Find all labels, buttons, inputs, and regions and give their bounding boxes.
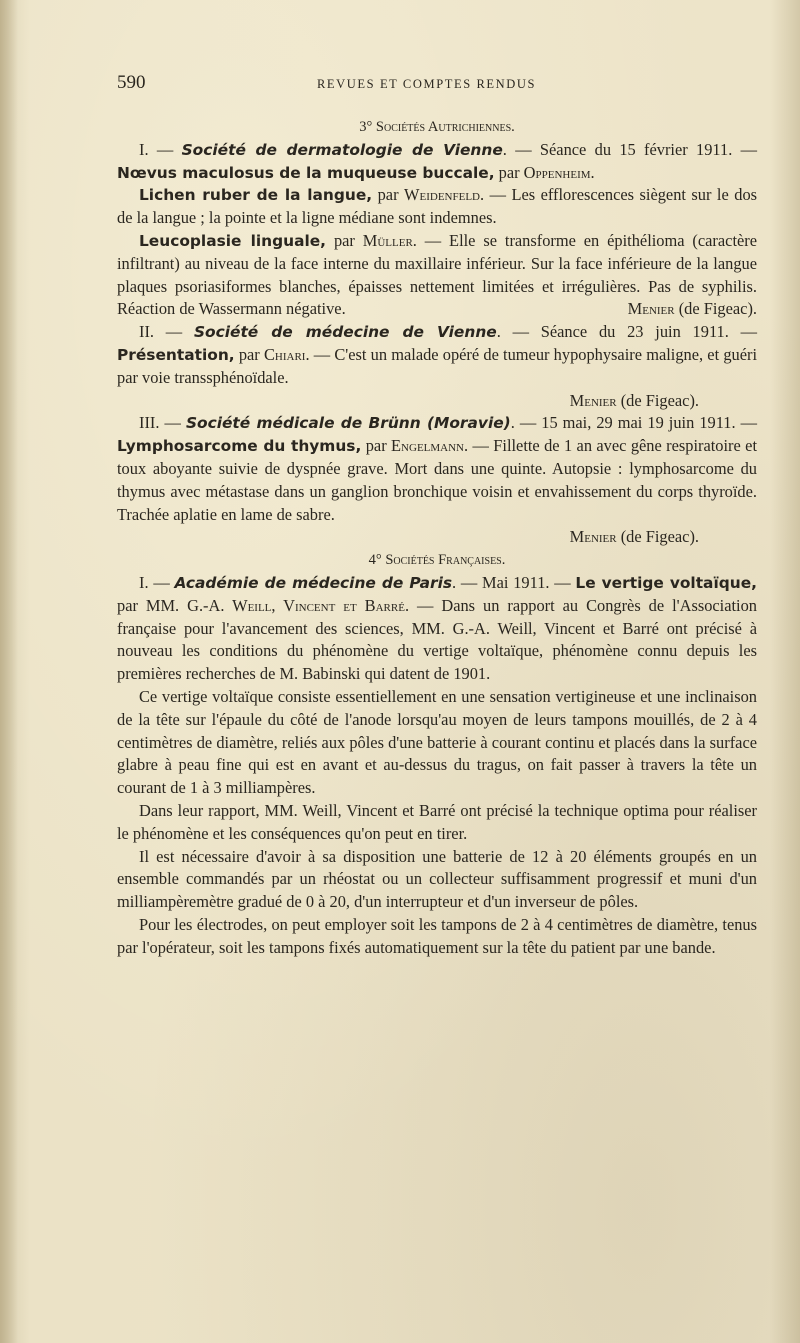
reviewer-signature bbox=[606, 298, 757, 321]
report-title: Lichen ruber de la langue, bbox=[139, 186, 373, 205]
author-name: Müller bbox=[362, 230, 413, 250]
session-date: . — 15 mai, 29 mai 19 juin 1911. — bbox=[510, 413, 758, 433]
report-title: Présentation, bbox=[117, 345, 235, 364]
body-paragraph: Pour les électrodes, on peut employer soit les tampons de 2 à 4 centimètres de diamètre, tenus par l'opérateur, soit les tampons fixés automatiquement sur la tête du patient par une bande. bbox=[117, 914, 757, 957]
entry-vienne-dermatology bbox=[117, 139, 757, 185]
dash: — bbox=[159, 413, 186, 433]
reviewer-name: Menier bbox=[627, 299, 675, 319]
author-name: Engelmann bbox=[391, 436, 464, 456]
by-word: par bbox=[494, 162, 524, 182]
section-title: Sociétés Autrichiennes. bbox=[375, 119, 515, 135]
author-name: Weidenfeld bbox=[404, 185, 480, 205]
body-paragraph: Ce vertige voltaïque consiste essentiellement en une sensation vertigineuse et une inclinaison de la tête sur l'épaule du côté de l'anode lorsqu'au moyen de leurs tampons mouillés, de 2 à 4 centimètres de diamètre, reliés aux pôles d'une batterie à courant continu et placés dans la surface glabre à peau fine qui est en avant et au-dessus du tragus, on fait passer à travers la tête un courant de 1 à 3 milliampères. bbox=[117, 686, 757, 798]
by-word: par bbox=[326, 230, 363, 250]
reviewer-place: (de Figeac). bbox=[674, 299, 757, 319]
reviewer-name: Menier bbox=[569, 527, 617, 547]
article-body bbox=[117, 116, 757, 959]
dash: — bbox=[148, 572, 175, 592]
entry-vienne-medicine bbox=[117, 321, 757, 389]
report-text: . — Les efflorescences siègent sur le dos de la langue ; la pointe et la ligne médiane sont indemnes. bbox=[117, 185, 758, 228]
society-name: Société de dermatologie de Vienne bbox=[181, 140, 503, 159]
reviewer-signature bbox=[117, 526, 757, 549]
entry-numeral: I. bbox=[139, 139, 149, 159]
report-text: . — Dans un rapport au Congrès de l'Association française pour l'avancement des sciences, MM. G.-A. Weill, Vincent et Barré ont précisé à nouveau les conditions du phénomène du vertige voltaïque, phénomène connu depuis les premières recherches de M. Babinski qui datent de 1901. bbox=[117, 595, 758, 684]
entry-academie bbox=[117, 572, 757, 686]
session-date: . — Mai 1911. — bbox=[452, 572, 576, 592]
reviewer-signature bbox=[117, 390, 757, 413]
entry-numeral: I. bbox=[139, 572, 149, 592]
by-word: par MM. bbox=[117, 595, 188, 615]
section-heading-french bbox=[117, 549, 757, 572]
dash: — bbox=[148, 139, 182, 159]
entry-numeral: II. bbox=[139, 322, 155, 342]
entry-brunn bbox=[117, 412, 757, 526]
page-spine-shadow bbox=[0, 0, 18, 1343]
entry-lichen bbox=[117, 184, 757, 230]
section-number: 3° bbox=[359, 119, 373, 135]
section-heading-austrian bbox=[117, 116, 757, 139]
report-text: . — Elle se transforme en épithélioma (caractère infiltrant) au niveau de la face interne du maxillaire inférieur. Sur la face inférieure de la langue plaques psoriasiformes blanches, épaisses nettement limitées et irrégulières. Pas de syphilis. Réaction de Wassermann négative. bbox=[117, 230, 757, 319]
by-word: par bbox=[361, 436, 392, 456]
punct: . bbox=[590, 162, 595, 182]
report-text: . — Fillette de 1 an avec gêne respiratoire et toux aboyante suivie de dyspnée grave. Mort dans une quinte. Autopsie : lymphosarcome du thymus avec métastase dans un ganglion bronchique voisin et envahissement du corps thyroïde. Trachée aplatie en lame de sabre. bbox=[117, 436, 758, 524]
reviewer-name: Menier bbox=[569, 390, 617, 410]
dash: — bbox=[154, 322, 194, 342]
section-title: Sociétés Françaises. bbox=[385, 552, 506, 569]
report-text: . — C'est un malade opéré de tumeur hypophysaire maligne, et guéri par voie transsphénoïdale. bbox=[117, 344, 758, 387]
entry-numeral: III. bbox=[139, 413, 160, 433]
author-name: Chiari bbox=[263, 344, 306, 364]
author-name: Oppenheim bbox=[523, 162, 591, 182]
body-paragraph: Il est nécessaire d'avoir à sa disposition une batterie de 12 à 20 éléments groupés en un ensemble commandés par un rhéostat ou un collecteur suffisamment progressif et muni d'un milliampèremètre gradué de 0 à 20, d'un interrupteur et d'un inverseur de pôles. bbox=[117, 846, 757, 912]
running-title: REVUES ET COMPTES RENDUS bbox=[317, 77, 537, 91]
report-title: Le vertige voltaïque, bbox=[575, 573, 757, 592]
report-title: Lymphosarcome du thymus, bbox=[117, 437, 362, 456]
session-date: . — Séance du 15 février 1911. — bbox=[502, 139, 757, 159]
society-name: Académie de médecine de Paris bbox=[174, 573, 453, 592]
society-name: Société de médecine de Vienne bbox=[193, 323, 497, 342]
running-head bbox=[117, 72, 757, 98]
entry-leucoplasie bbox=[117, 230, 757, 321]
reviewer-place: (de Figeac). bbox=[616, 527, 699, 547]
session-date: . — Séance du 23 juin 1911. — bbox=[496, 322, 757, 342]
by-word: par bbox=[234, 344, 264, 364]
body-paragraph: Dans leur rapport, MM. Weill, Vincent et Barré ont précisé la technique optima pour réaliser le phénomène et les conséquences qu'on peut en tirer. bbox=[117, 800, 757, 843]
section-number: 4° bbox=[368, 552, 382, 569]
page-number: 590 bbox=[117, 72, 146, 93]
by-word: par bbox=[372, 185, 405, 205]
report-title: Nœvus maculosus de la muqueuse buccale, bbox=[117, 163, 495, 182]
report-title: Leucoplasie linguale, bbox=[139, 231, 327, 250]
society-name: Société médicale de Brünn (Moravie) bbox=[185, 414, 511, 433]
reviewer-place: (de Figeac). bbox=[616, 390, 699, 410]
author-names: G.-A. Weill, Vincent et Barré bbox=[187, 595, 405, 615]
